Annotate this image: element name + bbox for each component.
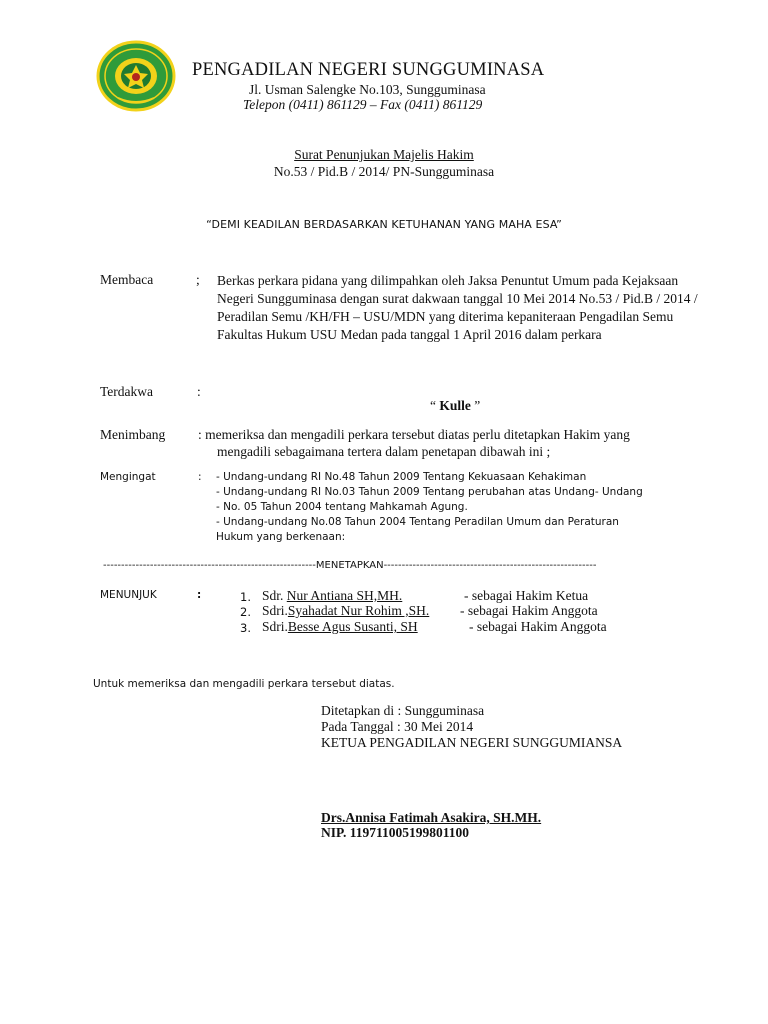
court-emblem-icon — [96, 40, 176, 112]
membaca-colon: ; — [196, 272, 200, 287]
menimbang-line-1: : memeriksa dan mengadili perkara tersebut diatas perlu ditetapkan Hakim yang — [198, 427, 630, 442]
judge-1-number: 1. — [240, 590, 251, 604]
judge-2-name: Syahadat Nur Rohim ,SH. — [287, 603, 430, 618]
mengingat-label: Mengingat — [100, 471, 156, 483]
mengingat-line-5: Hukum yang berkenaan: — [216, 531, 346, 543]
judge-3-name: Besse Agus Susanti, SH — [287, 619, 418, 634]
membaca-label: Membaca — [100, 272, 154, 287]
menunjuk-label: MENUNJUK — [100, 589, 157, 601]
court-name: PENGADILAN NEGERI SUNGGUMINASA — [192, 60, 545, 80]
terdakwa-label: Terdakwa — [100, 384, 154, 399]
judge-1-prefix: Sdr. — [262, 588, 287, 603]
menimbang-label: Menimbang — [100, 427, 166, 442]
judge-2 — [262, 603, 429, 619]
menunjuk-colon: : — [197, 589, 202, 601]
separator-word: MENETAPKAN — [315, 560, 384, 571]
document-title-text: Surat Penunjukan Majelis Hakim — [294, 147, 474, 162]
mengingat-line-2: - Undang-undang RI No.03 Tahun 2009 Tentang perubahan atas Undang- Undang — [216, 486, 643, 498]
menimbang-line-2: mengadili sebagaimana tertera dalam penetapan dibawah ini ; — [217, 444, 551, 459]
mengingat-line-3: - No. 05 Tahun 2004 tentang Mahkamah Agung. — [216, 501, 468, 513]
judge-3 — [262, 619, 418, 635]
judge-3-number: 3. — [240, 621, 251, 635]
signer-nip: NIP. 119711005199801100 — [321, 825, 470, 840]
ditetapkan-di: Ditetapkan di : Sungguminasa — [321, 703, 485, 718]
separator-dashes-left: ----------------------------------------------------------- — [103, 560, 316, 571]
mengingat-line-4: - Undang-undang No.08 Tahun 2004 Tentang Peradilan Umum dan Peraturan — [216, 516, 619, 528]
closing-text: Untuk memeriksa dan mengadili perkara tersebut diatas. — [93, 678, 395, 690]
menetapkan-separator — [103, 560, 703, 571]
mengingat-colon: : — [198, 471, 202, 483]
court-address: Jl. Usman Salengke No.103, Sungguminasa — [249, 82, 486, 97]
judge-2-prefix: Sdri. — [262, 603, 288, 618]
membaca-text: Berkas perkara pidana yang dilimpahkan oleh Jaksa Penuntut Umum pada Kejaksaan Negeri Sungguminasa dengan surat dakwaan tanggal 10 Mei 2014 No.53 / Pid.B / 2014 / Peradilan Semu /KH/FH – USU/MDN yang diterima kepaniteraan Pengadilan Semu Fakultas Hukum USU Medan pada tanggal 1 April 2016 dalam perkara — [217, 273, 698, 342]
motto: “DEMI KEADILAN BERDASARKAN KETUHANAN YANG MAHA ESA” — [206, 218, 562, 231]
judge-1 — [262, 588, 402, 604]
quote-close: ” — [474, 398, 481, 413]
terdakwa-colon: : — [197, 384, 201, 399]
pada-tanggal: Pada Tanggal : 30 Mei 2014 — [321, 719, 474, 734]
separator-dashes-right: ----------------------------------------------------------- — [383, 560, 597, 571]
judge-3-role: - sebagai Hakim Anggota — [469, 619, 607, 634]
judge-1-role: - sebagai Hakim Ketua — [464, 588, 589, 603]
judge-3-prefix: Sdri. — [262, 619, 288, 634]
defendant-name — [430, 398, 480, 414]
signer-name: Drs.Annisa Fatimah Asakira, SH.MH. — [321, 810, 542, 825]
mengingat-line-1: - Undang-undang RI No.48 Tahun 2009 Tentang Kekuasaan Kehakiman — [216, 471, 587, 483]
document-title — [0, 147, 768, 163]
quote-open: “ — [430, 398, 436, 413]
signer-position: KETUA PENGADILAN NEGERI SUNGGUMIANSA — [321, 735, 623, 750]
judge-2-role: - sebagai Hakim Anggota — [460, 603, 598, 618]
defendant-name-text: Kulle — [439, 398, 471, 413]
judge-1-name: Nur Antiana SH,MH. — [286, 588, 403, 603]
court-phone: Telepon (0411) 861129 – Fax (0411) 861129 — [243, 97, 483, 112]
document-number: No.53 / Pid.B / 2014/ PN-Sungguminasa — [273, 164, 495, 179]
judge-2-number: 2. — [240, 605, 251, 619]
